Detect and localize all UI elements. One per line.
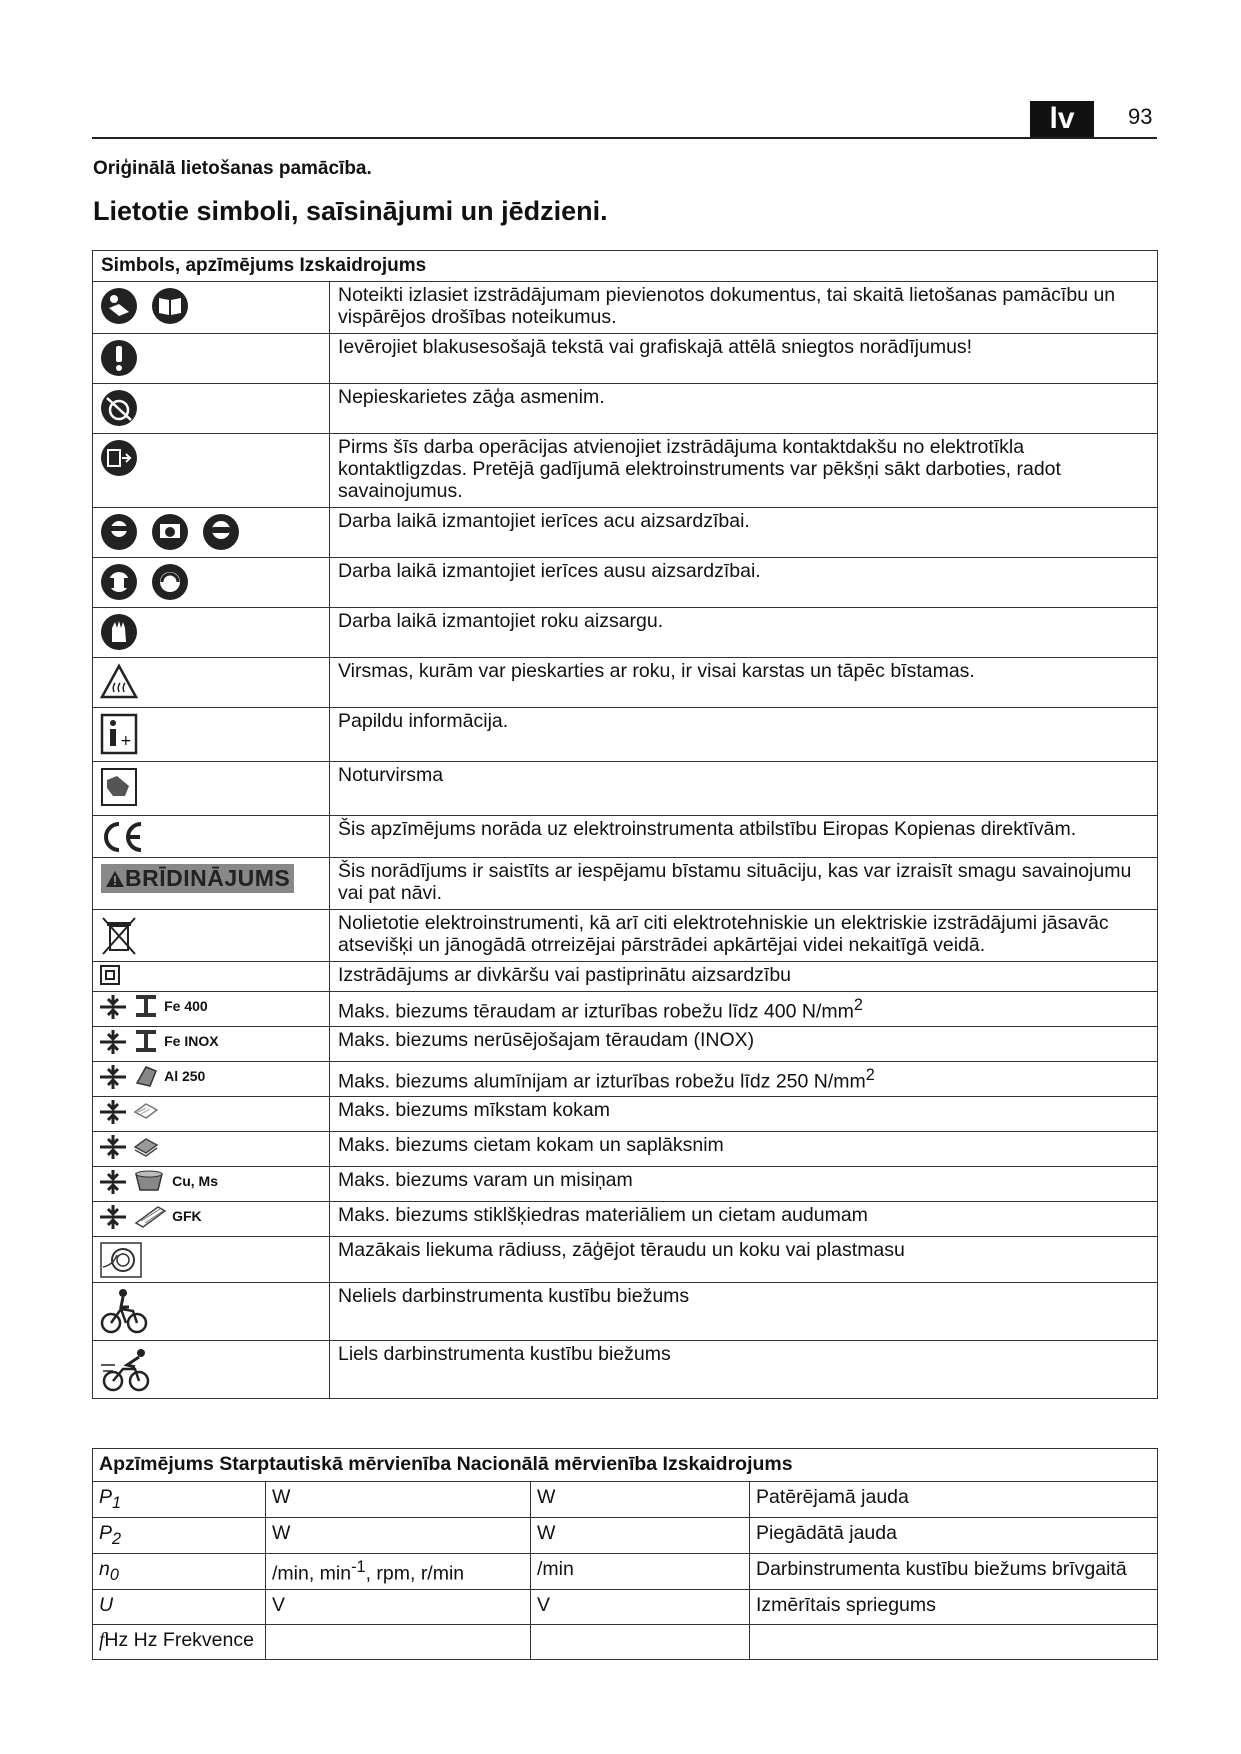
symbol-cell <box>93 962 330 992</box>
unit-international <box>266 1625 531 1660</box>
symbol-cell <box>93 1341 330 1399</box>
unit-symbol: $n_0$ <box>93 1553 266 1590</box>
fiberglass-icon <box>132 1203 168 1229</box>
grip-surface-icon <box>99 766 139 808</box>
steel-beam-icon <box>132 993 160 1019</box>
symbol-cell <box>93 1283 330 1341</box>
symbol-description: Šis norādījums ir saistīts ar iespējamu bīstamu situāciju, kas var izraisīt smagu savainojumu vai pat nāvi. <box>330 858 1158 910</box>
ear-protection-icon <box>99 562 139 602</box>
symbol-cell <box>93 762 330 816</box>
symbol-cell <box>93 816 330 858</box>
symbol-description: Maks. biezums cietam kokam un saplāksnim <box>330 1132 1158 1167</box>
symbol-description: Maks. biezums tēraudam ar izturības robežu līdz 400 $N/mm^2$ <box>330 992 1158 1027</box>
symbol-cell <box>93 858 330 910</box>
symbol-cell <box>93 334 330 384</box>
thickness-icon <box>99 1064 127 1090</box>
unit-symbol: fHz Hz Frekvence <box>93 1625 266 1660</box>
earmuff-icon <box>150 562 190 602</box>
symbol-description: Nolietotie elektroinstrumenti, kā arī citi elektrotehniskie un elektriskie izstrādājumi jāsavāc atsevišķi un jānogādā otrreizējai pārstrādei apkārtējai videi nekaitīgā veidā. <box>330 910 1158 962</box>
slow-cyclist-icon <box>99 1287 149 1335</box>
material-label: Fe INOX <box>164 1033 219 1049</box>
unit-explanation: Patērējamā jauda <box>750 1482 1158 1518</box>
symbol-description: Maks. biezums alumīnijam ar izturības robežu līdz 250 $N/mm^2$ <box>330 1062 1158 1097</box>
symbol-description: Neliels darbinstrumenta kustību biežums <box>330 1283 1158 1341</box>
symbol-description: Liels darbinstrumenta kustību biežums <box>330 1341 1158 1399</box>
symbol-cell <box>93 384 330 434</box>
unit-explanation: Izmērītais spriegums <box>750 1590 1158 1625</box>
unit-national <box>531 1625 750 1660</box>
symbol-description: Darba laikā izmantojiet roku aizsargu. <box>330 608 1158 658</box>
read-manual-icon <box>99 286 139 326</box>
page-number: 93 <box>1128 104 1153 129</box>
material-label: Fe 400 <box>164 998 208 1014</box>
thickness-icon <box>99 994 127 1020</box>
ce-mark-icon <box>99 820 147 854</box>
symbol-description: Mazākais liekuma rādiuss, zāģējot tēraudu un koku vai plastmasu <box>330 1237 1158 1283</box>
symbol-description: Pirms šīs darba operācijas atvienojiet izstrādājuma kontaktdakšu no elektrotīkla kontaktligzdas. Pretējā gadījumā elektroinstruments var pēkšņi sākt darboties, radot savainojumus. <box>330 434 1158 508</box>
hot-surface-icon <box>99 662 139 702</box>
symbol-description: Darba laikā izmantojiet ierīces ausu aizsardzībai. <box>330 558 1158 608</box>
warning-label: BRĪDINĀJUMS <box>101 864 294 893</box>
symbol-description: Noteikti izlasiet izstrādājumam pievienotos dokumentus, tai skaitā lietošanas pamācību un vispārējos drošības noteikumus. <box>330 282 1158 334</box>
symbol-cell <box>93 1097 330 1132</box>
material-label: Cu, Ms <box>172 1173 218 1189</box>
symbol-description: Maks. biezums nerūsējošajam tēraudam (INOX) <box>330 1027 1158 1062</box>
weee-bin-icon <box>99 914 139 958</box>
softwood-icon <box>132 1098 160 1124</box>
symbol-cell <box>93 558 330 608</box>
symbol-description: Darba laikā izmantojiet ierīces acu aizsardzībai. <box>330 508 1158 558</box>
unit-national: /min <box>531 1553 750 1590</box>
aluminium-icon <box>132 1063 160 1089</box>
symbols-table-header: Simbols, apzīmējums Izskaidrojums <box>93 251 1158 282</box>
symbol-cell <box>93 282 330 334</box>
unit-international: /min, $\min^{-1}$, rpm, r/min <box>266 1553 531 1590</box>
thickness-icon <box>99 1029 127 1055</box>
symbol-description: Nepieskarietes zāģa asmenim. <box>330 384 1158 434</box>
symbol-cell <box>93 1237 330 1283</box>
unit-national: W <box>531 1482 750 1518</box>
unit-explanation: Piegādātā jauda <box>750 1517 1158 1553</box>
unplug-icon <box>99 438 139 478</box>
face-shield-icon <box>150 512 190 552</box>
glove-icon <box>99 612 139 652</box>
symbol-cell <box>93 434 330 508</box>
symbol-cell <box>93 1132 330 1167</box>
symbol-cell <box>93 508 330 558</box>
material-label: Al 250 <box>164 1068 206 1084</box>
unit-symbol: U <box>93 1590 266 1625</box>
symbol-description: Maks. biezums mīkstam kokam <box>330 1097 1158 1132</box>
symbol-description: Maks. biezums stiklšķiedras materiāliem un cietam audumam <box>330 1202 1158 1237</box>
symbol-cell <box>93 1167 330 1202</box>
exclamation-icon <box>99 338 139 378</box>
symbol-cell <box>93 708 330 762</box>
warning-triangle-icon <box>105 870 125 888</box>
unit-national: V <box>531 1590 750 1625</box>
material-label: GFK <box>172 1208 202 1224</box>
double-insulation-icon <box>99 964 121 986</box>
symbol-cell <box>93 992 330 1027</box>
symbol-cell <box>93 1202 330 1237</box>
svg-text:+: + <box>120 733 132 749</box>
symbol-description: Šis apzīmējums norāda uz elektroinstrumenta atbilstību Eiropas Kopienas direktīvām. <box>330 816 1158 858</box>
goggles-icon <box>201 512 241 552</box>
unit-international: W <box>266 1482 531 1518</box>
header-rule <box>92 137 1157 139</box>
symbol-description: Maks. biezums varam un misiņam <box>330 1167 1158 1202</box>
symbols-table <box>92 250 1158 1399</box>
original-note: Oriģinālā lietošanas pamācība. <box>93 158 372 179</box>
unit-symbol: $P_1$ <box>93 1482 266 1518</box>
info-icon <box>99 712 139 756</box>
symbol-cell <box>93 608 330 658</box>
curve-radius-icon <box>99 1241 143 1279</box>
symbol-description: Virsmas, kurām var pieskarties ar roku, ir visai karstas un tāpēc bīstamas. <box>330 658 1158 708</box>
language-tab: lv <box>1030 101 1094 137</box>
symbol-cell <box>93 1027 330 1062</box>
hardwood-icon <box>132 1133 160 1159</box>
unit-explanation: Darbinstrumenta kustību biežums brīvgaitā <box>750 1553 1158 1590</box>
symbol-description: Ievērojiet blakusesošajā tekstā vai grafiskajā attēlā sniegtos norādījumus! <box>330 334 1158 384</box>
section-title: Lietotie simboli, saīsinājumi un jēdzieni. <box>93 196 608 226</box>
unit-international: W <box>266 1517 531 1553</box>
unit-national: W <box>531 1517 750 1553</box>
units-table <box>92 1448 1158 1660</box>
thickness-icon <box>99 1099 127 1125</box>
symbol-cell <box>93 658 330 708</box>
unit-explanation <box>750 1625 1158 1660</box>
symbol-description: Papildu informācija. <box>330 708 1158 762</box>
symbol-description: Izstrādājums ar divkāršu vai pastiprinātu aizsardzību <box>330 962 1158 992</box>
units-table-header: Apzīmējums Starptautiskā mērvienība Nacionālā mērvienība Izskaidrojums <box>93 1449 1158 1482</box>
copper-pipe-icon <box>132 1168 168 1194</box>
thickness-icon <box>99 1169 127 1195</box>
no-touch-blade-icon <box>99 388 139 428</box>
fast-cyclist-icon <box>99 1345 155 1393</box>
symbol-description: Noturvirsma <box>330 762 1158 816</box>
unit-symbol: $P_2$ <box>93 1517 266 1553</box>
thickness-icon <box>99 1134 127 1160</box>
steel-beam-icon <box>132 1028 160 1054</box>
symbol-cell <box>93 910 330 962</box>
unit-international: V <box>266 1590 531 1625</box>
symbol-cell <box>93 1062 330 1097</box>
thickness-icon <box>99 1204 127 1230</box>
eye-protection-icon <box>99 512 139 552</box>
book-icon <box>150 286 190 326</box>
